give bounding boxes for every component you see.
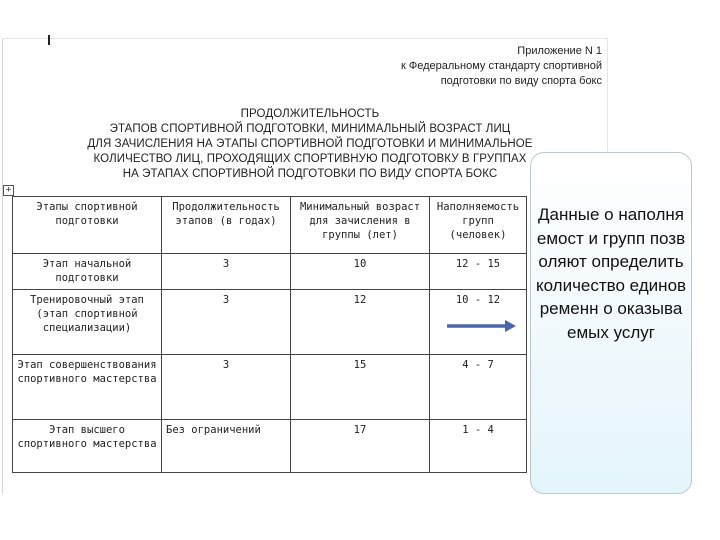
table-move-handle-icon[interactable]: + bbox=[3, 185, 14, 196]
table-row bbox=[13, 254, 527, 290]
cell-fill: 1 - 4 bbox=[430, 420, 527, 473]
cell-min-age: 12 bbox=[291, 290, 430, 355]
appendix-header bbox=[401, 44, 602, 89]
cell-min-age: 17 bbox=[291, 420, 430, 473]
cell-fill: 12 - 15 bbox=[430, 254, 527, 290]
cell-stage: Этап совершенствования спортивного мастерства bbox=[13, 355, 162, 420]
header-stage: Этапы спортивной подготовки bbox=[13, 197, 162, 254]
title-line-4: КОЛИЧЕСТВО ЛИЦ, ПРОХОДЯЩИХ СПОРТИВНУЮ ПОДГОТОВКУ В ГРУППАХ bbox=[93, 153, 527, 165]
title-line-1: ПРОДОЛЖИТЕЛЬНОСТЬ bbox=[240, 108, 380, 120]
table-header-row bbox=[13, 197, 527, 254]
cell-fill: 10 - 12 bbox=[430, 290, 527, 355]
appendix-line-2: к Федеральному стандарту спортивной bbox=[400, 60, 602, 72]
cell-stage: Этап высшего спортивного мастерства bbox=[13, 420, 162, 473]
table-row bbox=[13, 420, 527, 473]
callout-text: Данные о наполняемост и групп позволяют определить количество единовременн о оказываемых услуг bbox=[535, 205, 687, 342]
cell-stage: Этап начальной подготовки bbox=[13, 254, 162, 290]
cell-fill: 4 - 7 bbox=[430, 355, 527, 420]
header-fill: Наполняемость групп (человек) bbox=[430, 197, 527, 254]
title-line-3: ДЛЯ ЗАЧИСЛЕНИЯ НА ЭТАПЫ СПОРТИВНОЙ ПОДГОТОВКИ И МИНИМАЛЬНОЕ bbox=[87, 138, 533, 150]
arrow-head bbox=[505, 320, 516, 332]
cell-duration: 3 bbox=[162, 254, 291, 290]
callout-box bbox=[530, 152, 692, 494]
right-arrow-icon bbox=[447, 319, 517, 333]
title-line-2: ЭТАПОВ СПОРТИВНОЙ ПОДГОТОВКИ, МИНИМАЛЬНЫЙ ВОЗРАСТ ЛИЦ bbox=[109, 123, 511, 135]
cell-min-age: 15 bbox=[291, 355, 430, 420]
appendix-line-1: Приложение N 1 bbox=[517, 45, 602, 57]
appendix-line-3: подготовки по виду спорта бокс bbox=[440, 75, 602, 87]
document-title bbox=[40, 107, 580, 182]
stages-table bbox=[12, 196, 527, 473]
cell-duration: 3 bbox=[162, 355, 291, 420]
table-row bbox=[13, 355, 527, 420]
header-min-age: Минимальный возраст для зачисления в группы (лет) bbox=[291, 197, 430, 254]
cell-duration: Без ограничений bbox=[162, 420, 291, 473]
cell-duration: 3 bbox=[162, 290, 291, 355]
title-line-5: НА ЭТАПАХ СПОРТИВНОЙ ПОДГОТОВКИ ПО ВИДУ СПОРТА БОКС bbox=[122, 168, 498, 180]
page-margin-mark bbox=[48, 35, 50, 45]
cell-min-age: 10 bbox=[291, 254, 430, 290]
cell-stage: Тренировочный этап (этап спортивной специализации) bbox=[13, 290, 162, 355]
header-duration: Продолжительность этапов (в годах) bbox=[162, 197, 291, 254]
